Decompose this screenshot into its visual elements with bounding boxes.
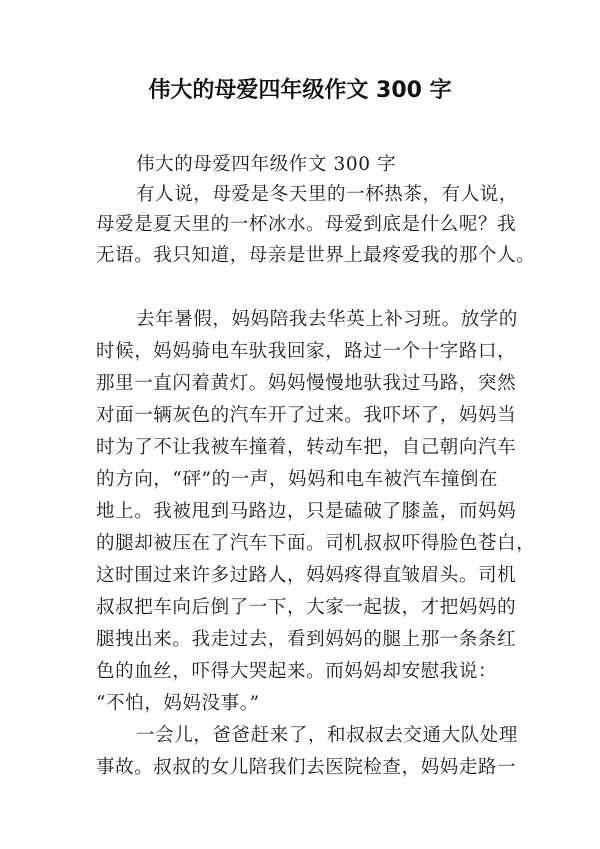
paragraph-line: 的方向，“砰”的一声，妈妈和电车被汽车撞倒在 (96, 469, 499, 490)
paragraph-line: 地上。我被甩到马路边，只是磕破了膝盖，而妈妈 (96, 501, 517, 522)
paragraph-line: 无语。我只知道，母亲是世界上最疼爱我的那个人。 (96, 245, 536, 266)
paragraph-line: 这时围过来许多过路人，妈妈疼得直皱眉头。司机 (96, 565, 517, 586)
paragraph-line: 叔叔把车向后倒了一下，大家一起拔，才把妈妈的 (96, 597, 517, 618)
paragraph-line: 时为了不让我被车撞着，转动车把，自己朝向汽车 (96, 437, 517, 458)
paragraph-line: 时候，妈妈骑电车驮我回家，路过一个十字路口， (96, 341, 517, 362)
paragraph-line: 一会儿，爸爸赶来了，和叔叔去交通大队处理 (136, 725, 519, 746)
paragraph-line: 对面一辆灰色的汽车开了过来。我吓坏了，妈妈当 (96, 405, 517, 426)
paragraph-line: 的腿却被压在了汽车下面。司机叔叔吓得脸色苍白， (96, 533, 536, 554)
paragraph-line: 事故。叔叔的女儿陪我们去医院检查，妈妈走路一 (96, 757, 517, 778)
paragraph-line: 去年暑假，妈妈陪我去华英上补习班。放学的 (136, 309, 519, 330)
document-title: 伟大的母爱四年级作文 300 字 (148, 78, 452, 103)
subtitle-line: 伟大的母爱四年级作文 300 字 (136, 154, 397, 175)
paragraph-line: 那里一直闪着黄灯。妈妈慢慢地驮我过马路，突然 (96, 373, 517, 394)
paragraph-line: “不怕，妈妈没事。” (96, 693, 260, 714)
paragraph-line: 色的血丝，吓得大哭起来。而妈妈却安慰我说： (96, 661, 498, 682)
paragraph-line: 腿拽出来。我走过去，看到妈妈的腿上那一条条红 (96, 629, 517, 650)
paragraph-line: 母爱是夏天里的一杯冰水。母爱到底是什么呢？我 (96, 214, 517, 235)
paragraph-line: 有人说，母爱是冬天里的一杯热茶，有人说， (136, 184, 519, 205)
